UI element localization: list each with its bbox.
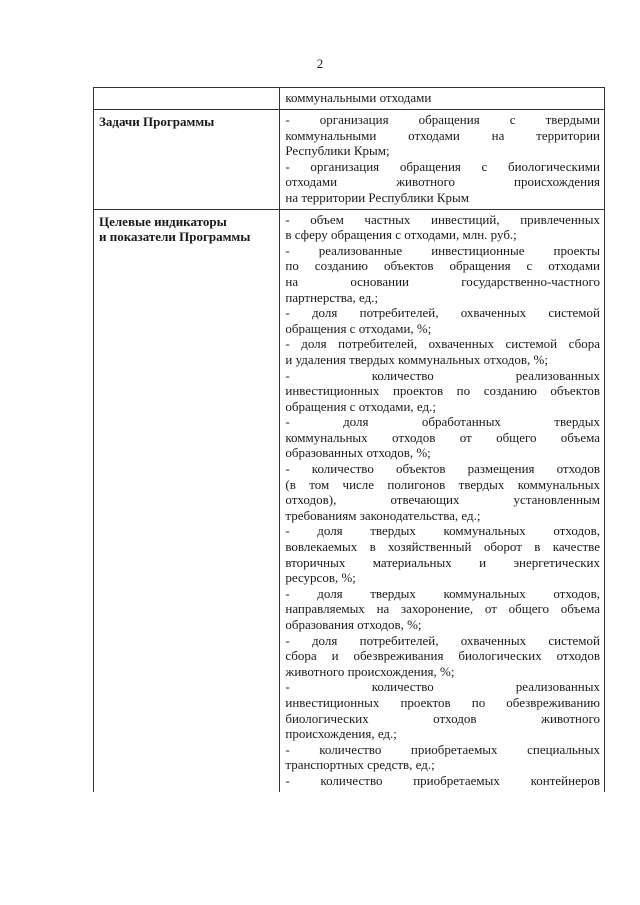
text-line: в сферу обращения с отходами, млн. руб.;	[285, 227, 517, 243]
text-line: происхождения, ед.;	[285, 726, 397, 742]
program-passport-table	[93, 87, 605, 792]
text-line: инвестиционных проектов по созданию объектов	[285, 383, 600, 399]
text-line: по созданию объектов обращения с отходами	[285, 258, 600, 274]
row-label-empty	[94, 88, 280, 110]
text-line: направляемых на захоронение, от общего объема	[285, 601, 600, 617]
text-line: - количество реализованных	[285, 679, 600, 695]
text-line: инвестиционных проектов по обезвреживанию	[285, 694, 600, 710]
text-line: биологических отходов животного	[285, 710, 600, 726]
text-line: коммунальных отходов от общего объема	[285, 429, 600, 445]
text-line: отходов), отвечающих установленным	[285, 492, 600, 508]
text-line: сбора и обезвреживания биологических отходов	[285, 648, 600, 664]
row-label-target-indicators	[94, 209, 280, 791]
text-line: требованиям законодательства, ед.;	[285, 507, 481, 523]
text-line: животного происхождения, %;	[285, 663, 455, 679]
text-line: - реализованные инвестиционные проекты	[285, 242, 600, 258]
text-line: отходами животного происхождения	[285, 174, 600, 190]
text-line: коммунальными отходами на территории	[285, 127, 600, 143]
text-line: образованных отходов, %;	[285, 445, 431, 461]
text-line: обращения с отходами, %;	[285, 320, 432, 336]
text-line: - доля потребителей, охваченных системой сбора	[285, 336, 600, 352]
table-row-target-indicators	[94, 209, 605, 791]
text-line: партнерства, ед.;	[285, 289, 379, 305]
text-line: - доля потребителей, охваченных системой	[285, 632, 600, 648]
text-line: - организация обращения с твердыми	[285, 112, 600, 127]
text-line: - объем частных инвестиций, привлеченных	[285, 211, 600, 227]
text-line: и удаления твердых коммунальных отходов, %;	[285, 351, 548, 367]
row-label-line: и показатели Программы	[99, 229, 251, 245]
text-line: Республики Крым;	[285, 143, 390, 159]
text-line: обращения с отходами, ед.;	[285, 398, 436, 414]
text-line: - количество реализованных	[285, 367, 600, 383]
text-line: вовлекаемых в хозяйственный оборот в качестве	[285, 539, 600, 555]
text-line: транспортных средств, ед.;	[285, 757, 435, 773]
text-line: ресурсов, %;	[285, 570, 356, 586]
text-line: (в том числе полигонов твердых коммунальных	[285, 476, 600, 492]
text-line: - количество приобретаемых контейнеров	[285, 772, 600, 788]
text-line: образования отходов, %;	[285, 617, 422, 632]
text-line: на территории Республики Крым	[285, 189, 470, 205]
row-label-line: Задачи Программы	[99, 114, 215, 129]
text-line: - количество приобретаемых специальных	[285, 741, 600, 757]
text-line: на основании государственно-частного	[285, 273, 600, 289]
text-line: - доля твердых коммунальных отходов,	[285, 585, 600, 601]
row-value-target-indicators	[280, 209, 605, 791]
row-label-program-tasks	[94, 110, 280, 210]
page-number: 2	[316, 56, 324, 71]
row-value-program-tasks	[280, 110, 605, 210]
text-line: - доля потребителей, охваченных системой	[285, 305, 600, 321]
text-line: коммунальными отходами	[285, 90, 432, 105]
text-line: - доля твердых коммунальных отходов,	[285, 523, 600, 539]
text-line: - доля обработанных твердых	[285, 414, 600, 430]
table-row-program-tasks	[94, 110, 605, 210]
row-label-line: Целевые индикаторы	[99, 213, 227, 229]
table-row-continued	[94, 88, 605, 110]
text-line: - количество объектов размещения отходов	[285, 461, 600, 477]
text-line: вторичных материальных и энергетических	[285, 554, 600, 570]
row-value-continued	[280, 88, 605, 110]
text-line: - организация обращения с биологическими	[285, 158, 600, 174]
